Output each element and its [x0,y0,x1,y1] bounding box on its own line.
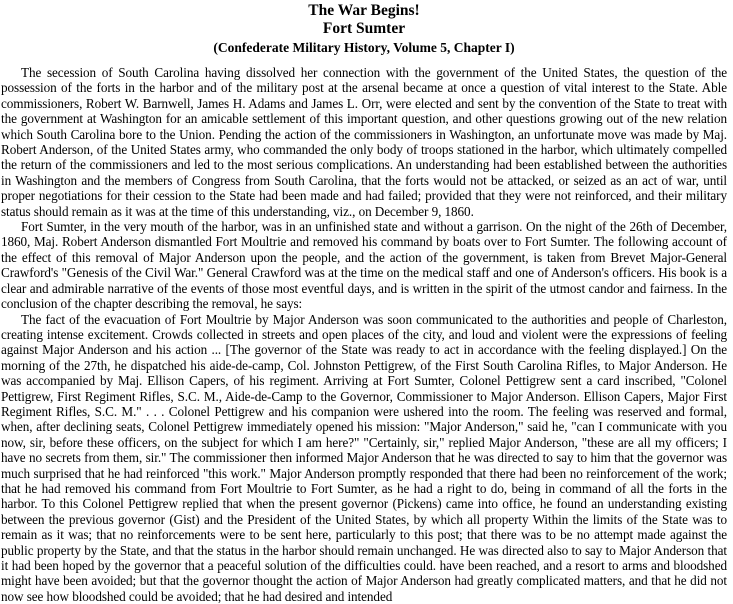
document-body [1,65,727,604]
paragraph-2: Fort Sumter, in the very mouth of the harbor, was in an unfinished state and without a garrison. On the night of the 26th of December, 1860, Maj. Robert Anderson dismantled Fort Moultrie and removed his command by boats over to Fort Sumter. The following account of the effect of this removal of Major Anderson upon the people, and the action of the government, is taken from Brevet Major-General Crawford's "Genesis of the Civil War." General Crawford was at the time on the medical staff and one of Anderson's officers. His book is a clear and admirable narrative of the events of those most eventful days, and is written in the spirit of the utmost candor and fairness. In the conclusion of the chapter describing the removal, he says: [1,219,727,311]
paragraph-3: The fact of the evacuation of Fort Moultrie by Major Anderson was soon communicated to the authorities and people of Charleston, creating intense excitement. Crowds collected in streets and open places of the city, and loud and violent were the expressions of feeling against Major Anderson and his action ... [The governor of the State was ready to act in accordance with the feeling displayed.] On the morning of the 27th, he dispatched his aide-de-camp, Col. Johnston Pettigrew, of the First South Carolina Rifles, to Major Anderson. He was accompanied by Maj. Ellison Capers, of his regiment. Arriving at Fort Sumter, Colonel Pettigrew sent a card inscribed, "Colonel Pettigrew, First Regiment Rifles, S.C. M., Aide-de-Camp to the Governor, Commissioner to Major Anderson. Ellison Capers, Major First Regiment Rifles, S.C. M." . . . Colonel Pettigrew and his companion were ushered into the room. The feeling was reserved and formal, when, after declining seats, Colonel Pettigrew immediately opened his mission: "Major Anderson," said he, "can I communicate with you now, sir, before these officers, on the subject for which I am here?" "Certainly, sir," replied Major Anderson, "these are all my officers; I have no secrets from them, sir." The commissioner then informed Major Anderson that he was directed to say to him that the governor was much surprised that he had reinforced "this work." Major Anderson promptly responded that there had been no reinforcement of the work; that he had removed his command from Fort Moultrie to Fort Sumter, as he had a right to do, being in command of all the forts in the harbor. To this Colonel Pettigrew replied that when the present governor (Pickens) came into office, he found an understanding existing between the previous governor (Gist) and the President of the United States, by which all property Within the limits of the State was to remain as it was; that no reinforcements were to be sent here, particularly to this post; that there was to be no attempt made against the public property by the State, and that the status in the harbor should remain unchanged. He was directed also to say to Major Anderson that it had been hoped by the governor that a peaceful solution of the difficulties could. have been reached, and a resort to arms and bloodshed might have been avoided; but that the governor thought the action of Major Anderson had greatly complicated matters, and that he did not now see how bloodshed could be avoided; that he had desired and intended [1,312,727,604]
title-block [1,2,727,57]
page-subtitle: Fort Sumter [1,20,727,38]
paragraph-1: The secession of South Carolina having dissolved her connection with the government of the United States, the question of the possession of the forts in the harbor and of the military post at the arsenal became at once a question of vital interest to the State. Able commissioners, Robert W. Barnwell, James H. Adams and James L. Orr, were elected and sent by the convention of the State to treat with the government at Washington for an amicable settlement of this important question, and other questions growing out of the new relation which South Carolina bore to the Union. Pending the action of the commissioners in Washington, an unfortunate move was made by Maj. Robert Anderson, of the United States army, who commanded the only body of troops stationed in the harbor, which ultimately compelled the return of the commissioners and led to the most serious complications. An understanding had been established between the authorities in Washington and the members of Congress from South Carolina, that the forts would not be attacked, or seized as an act of war, until proper negotiations for their cession to the State had been made and had failed; provided that they were not reinforced, and their military status should remain as it was at the time of this understanding, viz., on December 9, 1860. [1,65,727,219]
page-title: The War Begins! [1,2,727,20]
source-citation: (Confederate Military History, Volume 5, Chapter I) [1,38,727,57]
